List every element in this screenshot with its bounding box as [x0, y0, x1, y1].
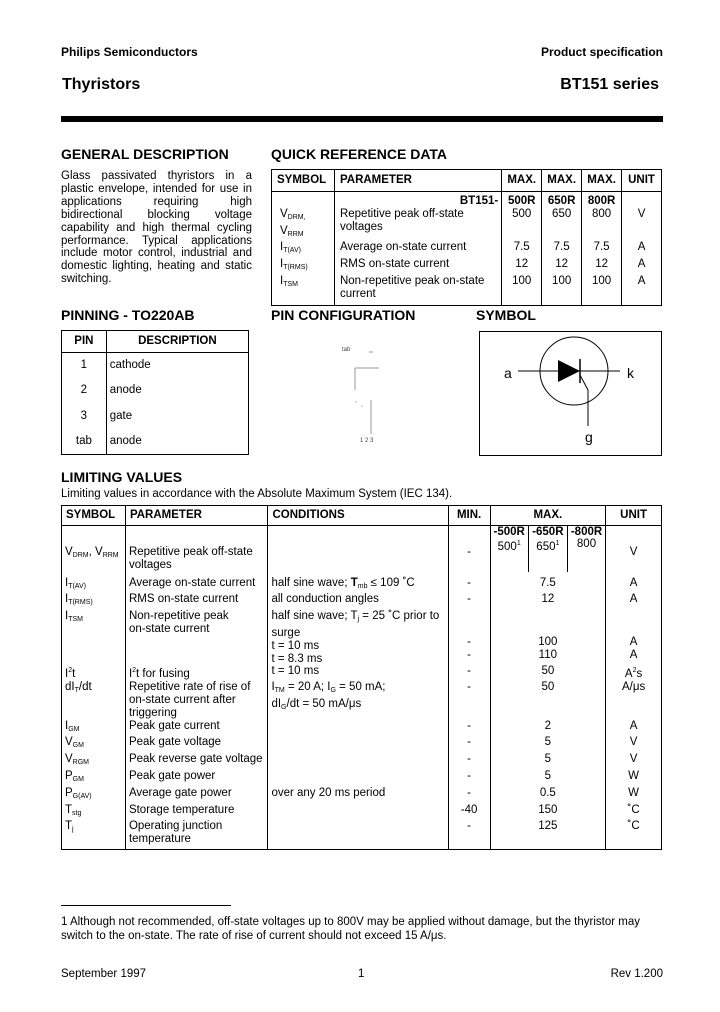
pin-number: 3 — [62, 404, 107, 430]
table-row — [272, 192, 662, 208]
unit-cell: W — [606, 787, 662, 804]
parameter-cell: Storage temperature — [125, 804, 268, 821]
symbol-cell: $V_{RGM}$ — [62, 753, 126, 770]
symbol-cell: $dI_T/dt$ — [62, 681, 126, 719]
symbol-cell: $I_{T(RMS)}$ — [62, 593, 126, 610]
table-row — [62, 610, 662, 665]
thyristor-symbol-icon — [480, 332, 663, 457]
table-row — [62, 665, 662, 681]
max-cell: 50 — [490, 681, 606, 719]
symbol-cell: $I_{TSM}$ — [272, 275, 335, 305]
value-cell: 12 — [542, 258, 582, 275]
gate-label: g — [585, 429, 593, 445]
pin-number: tab — [62, 429, 107, 455]
column-header: PIN — [62, 331, 107, 353]
parameter-cell: $I^2t$ for fusing — [125, 665, 268, 681]
min-cell: - — [448, 753, 490, 770]
max-cell: 2 — [490, 720, 606, 737]
pin-number: 2 — [62, 378, 107, 404]
footnote: 1 Although not recommended, off-state voltages up to 800V may be applied without damage, but the thyristor may switch to the on-state. The rate of rise of current should not exceed 15 A/μs. — [61, 916, 640, 942]
table-row — [62, 429, 249, 455]
table-row — [272, 241, 662, 258]
min-cell: - — [448, 665, 490, 681]
table-row — [62, 736, 662, 753]
type-suffix: 650R — [542, 192, 582, 208]
max-cell: 5 — [490, 770, 606, 787]
column-header: MAX. — [582, 170, 622, 192]
value-cell: 100 — [582, 275, 622, 305]
symbol-cell: $I_{GM}$ — [62, 720, 126, 737]
symbol-cell: $T_{stg}$ — [62, 804, 126, 821]
unit-cell: ˚C — [606, 804, 662, 821]
parameter-cell: Peak gate power — [125, 770, 268, 787]
value-cell: 7.5 — [542, 241, 582, 258]
table-header-row — [62, 506, 662, 526]
max-cell: 50 — [490, 665, 606, 681]
symbol-cell: $V_{GM}$ — [62, 736, 126, 753]
table-row — [62, 804, 662, 821]
unit-cell: A — [606, 593, 662, 610]
anode-label: a — [504, 365, 512, 381]
table-row — [62, 593, 662, 610]
footnote-divider — [61, 905, 231, 906]
min-cell: -40 — [448, 804, 490, 821]
value-cell: 100 — [502, 275, 542, 305]
unit-cell: A — [606, 720, 662, 737]
max-cell: 125 — [490, 820, 606, 849]
parameter-cell: RMS on-state current — [125, 593, 268, 610]
table-header-row — [272, 170, 662, 192]
column-header: MAX. — [490, 506, 606, 526]
table-row — [62, 770, 662, 787]
parameter-cell: Repetitive rate of rise of on-state current after triggering — [125, 681, 268, 719]
limiting-values-heading: LIMITING VALUES — [61, 469, 183, 485]
max-cell: 0.5 — [490, 787, 606, 804]
parameter-cell: RMS on-state current — [334, 258, 501, 275]
conditions-cell: half sine wave; $T_{mb} \le 109$ ˚C — [268, 572, 448, 594]
conditions-cell: $I_{TM} = 20$ A; $I_G = 50$ mA; $dI_G/dt = 50$ mA/μs — [268, 681, 448, 719]
column-header: PARAMETER — [125, 506, 268, 526]
parameter-cell: Average on-state current — [125, 572, 268, 594]
limiting-values-intro: Limiting values in accordance with the Absolute Maximum System (IEC 134). — [61, 488, 453, 500]
to220-package-outline — [271, 330, 466, 450]
parameter-cell: Repetitive peak off-state voltages — [125, 526, 268, 572]
pin-numbers-label: 1 2 3 — [360, 438, 374, 444]
max-cell: 5 — [490, 736, 606, 753]
symbol-cell: $T_j$ — [62, 820, 126, 849]
max-cell: 12 — [490, 593, 606, 610]
parameter-cell: Peak reverse gate voltage — [125, 753, 268, 770]
table-row — [272, 208, 662, 242]
conditions-cell: over any 20 ms period — [268, 787, 448, 804]
document-type: Product specification — [540, 45, 663, 59]
conditions-cell: all conduction angles — [268, 593, 448, 610]
symbol-cell: $I_{T(AV)}$ — [272, 241, 335, 258]
symbol-cell: $I^2t$ — [62, 665, 126, 681]
type-suffix: 800R — [582, 192, 622, 208]
pinning-heading: PINNING - TO220AB — [61, 307, 195, 323]
value-cell: -800R 800 — [567, 526, 605, 572]
symbol-cell: $I_{T(RMS)}$ — [272, 258, 335, 275]
column-header: MIN. — [448, 506, 490, 526]
parameter-cell: Average gate power — [125, 787, 268, 804]
pin-description: gate — [106, 404, 248, 430]
table-row — [62, 572, 662, 594]
min-cell: - — [448, 593, 490, 610]
symbol-cell: $V_{DRM,}$ $V_{RRM}$ — [272, 208, 335, 242]
product-family: Thyristors — [62, 76, 141, 93]
table-row — [62, 681, 662, 719]
tab-label: tab — [342, 347, 351, 353]
column-header: SYMBOL — [272, 170, 335, 192]
max-cell: 7.5 — [490, 572, 606, 594]
min-cell: - — [448, 770, 490, 787]
header-rule — [61, 116, 663, 122]
unit-cell: V — [606, 736, 662, 753]
quick-reference-table — [271, 169, 662, 306]
min-cell: - - — [448, 610, 490, 665]
value-cell: -500R $500^1$ — [490, 526, 528, 572]
symbol-cell: $I_{TSM}$ — [62, 610, 126, 665]
table-row — [62, 720, 662, 737]
parameter-cell: Peak gate current — [125, 720, 268, 737]
conditions-cell: t = 10 ms — [268, 665, 448, 681]
min-cell: - — [448, 736, 490, 753]
company-name: Philips Semiconductors — [61, 45, 198, 59]
value-cell: 650 — [542, 208, 582, 242]
min-cell: - — [448, 820, 490, 849]
min-cell: - — [448, 681, 490, 719]
max-cell: 100 110 — [490, 610, 606, 665]
value-cell: -650R $650^1$ — [528, 526, 567, 572]
pin-description: cathode — [106, 353, 248, 379]
unit-cell: $A^2s$ — [606, 665, 662, 681]
column-header: MAX. — [502, 170, 542, 192]
revision: Rev 1.200 — [610, 968, 663, 980]
pin-number: 1 — [62, 353, 107, 379]
unit-cell: A — [622, 241, 662, 258]
min-cell: - — [448, 787, 490, 804]
table-row — [272, 275, 662, 305]
column-header: UNIT — [606, 506, 662, 526]
max-cell: 150 — [490, 804, 606, 821]
value-cell: 7.5 — [582, 241, 622, 258]
thyristor-symbol-box — [479, 331, 662, 456]
table-row — [62, 404, 249, 430]
column-header: SYMBOL — [62, 506, 126, 526]
parameter-cell: Operating junction temperature — [125, 820, 268, 849]
unit-cell: W — [606, 770, 662, 787]
column-header: PARAMETER — [334, 170, 501, 192]
type-label: BT151- — [334, 192, 501, 208]
table-row — [62, 787, 662, 804]
value-cell: 100 — [542, 275, 582, 305]
parameter-cell: Repetitive peak off-state voltages — [334, 208, 501, 242]
parameter-cell: Non-repetitive peak on-state current — [334, 275, 501, 305]
pin-configuration-diagram — [271, 330, 466, 450]
unit-cell: A A — [606, 610, 662, 665]
column-header: UNIT — [622, 170, 662, 192]
table-row — [62, 353, 249, 379]
value-cell: 12 — [502, 258, 542, 275]
table-header-row — [62, 331, 249, 353]
general-description-text: Glass passivated thyristors in a plastic envelope, intended for use in applications requiring high bidirectional blocking voltage capability and high thermal cycling performance. Typical applications include motor control, industrial and domestic lighting, heating and static switching. — [61, 170, 252, 286]
min-cell: - — [448, 526, 490, 572]
unit-cell: V — [606, 526, 662, 572]
cathode-label: k — [627, 365, 634, 381]
symbol-cell: $P_{GM}$ — [62, 770, 126, 787]
pin-description: anode — [106, 429, 248, 455]
page-number: 1 — [358, 968, 365, 980]
symbol-heading: SYMBOL — [476, 307, 536, 323]
pinning-table — [61, 330, 249, 455]
max-cell: 5 — [490, 753, 606, 770]
limiting-values-table — [61, 505, 662, 850]
unit-cell: A — [622, 275, 662, 305]
min-cell: - — [448, 572, 490, 594]
footer-date: September 1997 — [61, 968, 147, 980]
unit-cell: A/μs — [606, 681, 662, 719]
pin-description: anode — [106, 378, 248, 404]
parameter-cell: Peak gate voltage — [125, 736, 268, 753]
product-name: BT151 series — [560, 76, 659, 93]
value-cell: 500 — [502, 208, 542, 242]
unit-cell: A — [622, 258, 662, 275]
value-cell: 12 — [582, 258, 622, 275]
unit-cell: A — [606, 572, 662, 594]
symbol-cell: $V_{DRM}$, $V_{RRM}$ — [62, 526, 126, 572]
value-cell: 800 — [582, 208, 622, 242]
table-row — [62, 820, 662, 849]
table-row — [62, 378, 249, 404]
type-suffix: 500R — [502, 192, 542, 208]
parameter-cell: Non-repetitive peak on-state current — [125, 610, 268, 665]
table-row — [272, 258, 662, 275]
symbol-cell: $P_{G(AV)}$ — [62, 787, 126, 804]
unit-cell: ˚C — [606, 820, 662, 849]
unit-cell: V — [622, 208, 662, 242]
min-cell: - — [448, 720, 490, 737]
symbol-cell: $I_{T(AV)}$ — [62, 572, 126, 594]
value-cell: 7.5 — [502, 241, 542, 258]
table-row — [62, 753, 662, 770]
conditions-cell: half sine wave; $T_j = 25$ ˚C prior to surge t = 10 ms t = 8.3 ms — [268, 610, 448, 665]
column-header: MAX. — [542, 170, 582, 192]
quick-reference-heading: QUICK REFERENCE DATA — [271, 146, 448, 162]
column-header: DESCRIPTION — [106, 331, 248, 353]
table-row — [62, 526, 662, 572]
general-description-heading: GENERAL DESCRIPTION — [61, 146, 229, 162]
pin-configuration-heading: PIN CONFIGURATION — [271, 307, 416, 323]
column-header: CONDITIONS — [268, 506, 448, 526]
unit-cell: V — [606, 753, 662, 770]
parameter-cell: Average on-state current — [334, 241, 501, 258]
